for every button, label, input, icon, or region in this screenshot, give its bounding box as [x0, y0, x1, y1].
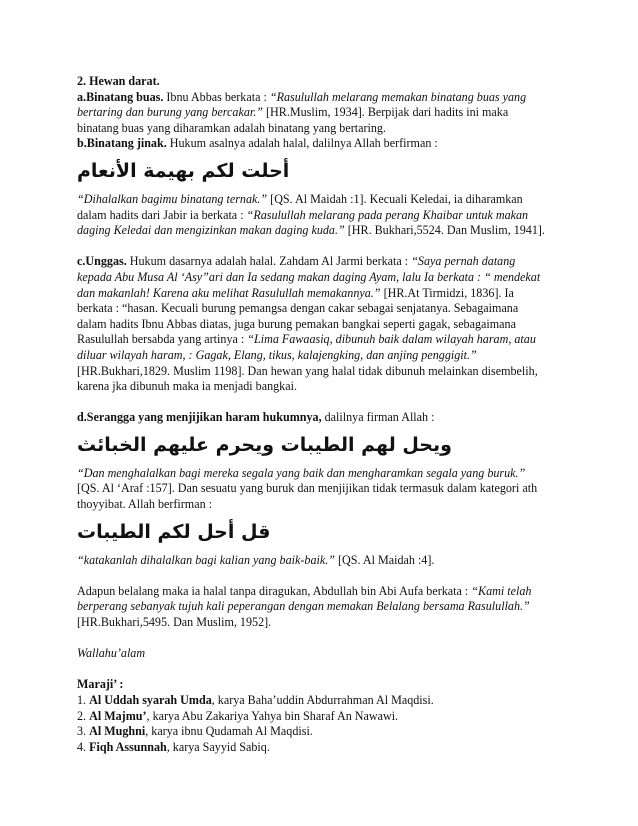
- quote: “Kami telah: [471, 583, 532, 598]
- quote: “Rasulullah melarang memakan binatang buas yang: [269, 89, 527, 104]
- text: Rasulullah bersabda yang artinya :: [77, 332, 248, 347]
- quote: dan makanlah! Karena aku melihat Rasulullah memakannya.”: [77, 285, 381, 300]
- arabic-text: أحلت لكم بهيمة الأنعام: [77, 159, 290, 182]
- text: [QS. Al Maidah :4].: [334, 552, 435, 567]
- paragraph-d-line-1: [77, 410, 563, 426]
- reference-item: [77, 693, 563, 709]
- quote: “Rasulullah melarang pada perang Khaibar untuk makan: [246, 207, 529, 222]
- paragraph-c-line-2: kepada Abu Musa Al ‘Asy”ari dan Ia sedang makan daging Ayam, lalu Ia berkata : “ mendekat: [77, 269, 541, 284]
- ref-number: 2.: [77, 708, 90, 723]
- paragraph-c-line-7: diluar wilayah haram, : Gagak, Elang, tikus, kalajengking, dan anjing penggigit.”: [77, 347, 477, 362]
- paragraph-c-line-3: [77, 286, 563, 302]
- ref-title: Al Majmu’: [89, 708, 147, 723]
- paragraph-c-line-6: [77, 332, 563, 348]
- text: [HR.At Tirmidzi, 1836]. Ia: [380, 285, 514, 300]
- arabic-verse-3: [77, 517, 563, 547]
- paragraph-a-line-3: binatang buas yang diharamkan adalah binatang yang bertaring.: [77, 120, 386, 135]
- ref-author: , karya Baha’uddin Abdurrahman Al Maqdisi.: [211, 693, 434, 707]
- text: Hukum asalnya adalah halal, dalilnya Allah berfirman :: [166, 136, 438, 151]
- paragraph-f-line-1: [77, 584, 563, 600]
- arabic-text: قل أحل لكم الطيبات: [77, 520, 271, 543]
- text: Hukum dasarnya adalah halal. Zahdam Al Jarmi berkata :: [126, 254, 412, 269]
- paragraph-a-line-1: [77, 90, 563, 106]
- paragraph-d2-line-2: [QS. Al ‘Araf :157]. Dan sesuatu yang buruk dan menjijikan tidak termasuk dalam kategori ath: [77, 481, 538, 496]
- paragraph-b2-line-3: [77, 223, 563, 239]
- ref-title: Al Uddah syarah Umda: [89, 693, 212, 707]
- quote: “Dihalalkan bagimu binatang ternak.”: [77, 191, 268, 206]
- closing-wallahualam: Wallahu’alam: [77, 646, 146, 661]
- text: [QS. Al Maidah :1]. Kecuali Keledai, ia diharamkan: [267, 191, 523, 206]
- paragraph-c-line-4: berkata : “hasan. Kecuali burung pemangsa dengan cakar sebagai senjatanya. Sebagaimana: [77, 301, 519, 316]
- quote: “Lima Fawaasiq, dibunuh baik dalam wilayah haram, atau: [247, 332, 536, 347]
- text: [HR.Muslim, 1934]. Berpijak dari hadits ini maka: [263, 105, 509, 120]
- ref-number: 4.: [77, 739, 90, 754]
- paragraph-b-line-1: [77, 136, 563, 152]
- paragraph-b2-line-1: [77, 192, 563, 208]
- arabic-verse-1: [77, 156, 563, 186]
- paragraph-b2-line-2: [77, 208, 563, 224]
- label-binatang-buas: a.Binatang buas.: [77, 89, 164, 104]
- text: dalam hadits dari Jabir ia berkata :: [77, 207, 247, 222]
- ref-author: , karya Abu Zakariya Yahya bin Sharaf An Nawawi.: [146, 708, 399, 723]
- section-heading: 2. Hewan darat.: [77, 74, 160, 88]
- quote: “katakanlah dihalalkan bagi kalian yang baik-baik.”: [77, 552, 335, 567]
- reference-item: [77, 740, 563, 756]
- text: Ibnu Abbas berkata :: [163, 89, 270, 104]
- paragraph-a-line-2: [77, 105, 563, 121]
- document-page: [77, 74, 563, 755]
- paragraph-d2-line-1: “Dan menghalalkan bagi mereka segala yang baik dan mengharamkan segala yang buruk.”: [77, 465, 526, 480]
- text: [HR. Bukhari,5524. Dan Muslim, 1941].: [344, 223, 545, 238]
- ref-author: , karya ibnu Qudamah Al Maqdisi.: [145, 724, 313, 739]
- ref-number: 1.: [77, 693, 90, 707]
- paragraph-c-line-9: karena jka dibunuh maka ia menjadi bangkai.: [77, 379, 297, 394]
- text: Adapun belalang maka ia halal tanpa diragukan, Abdullah bin Abi Aufa berkata :: [77, 583, 472, 598]
- ref-number: 3.: [77, 724, 90, 739]
- arabic-text: ويحل لهم الطيبات ويحرم عليهم الخبائث: [77, 433, 452, 456]
- reference-item: [77, 724, 563, 740]
- label-binatang-jinak: b.Binatang jinak.: [77, 136, 167, 151]
- ref-author: , karya Sayyid Sabiq.: [166, 739, 270, 754]
- paragraph-c-line-1: [77, 254, 563, 270]
- ref-title: Al Mughni: [89, 724, 146, 739]
- paragraph-c-line-5: dalam hadits Ibnu Abbas diatas, juga burung pemakan bangkai seperti gagak, sebagaimana: [77, 316, 516, 331]
- quote: bertaring dan burung yang bercakar.”: [77, 105, 263, 120]
- paragraph-c-line-8: [HR.Bukhari,1829. Muslim 1198]. Dan hewan yang halal tidak dibunuh melainkan disembelih,: [77, 363, 538, 378]
- text: dalilnya firman Allah :: [321, 410, 435, 425]
- label-unggas: c.Unggas.: [77, 254, 127, 269]
- paragraph-f-line-2: berperang sebanyak tujuh kali peperangan dengan memakan Belalang bersama Rasulullah.”: [77, 599, 530, 614]
- paragraph-d2-line-3: thoyyibat. Allah berfirman :: [77, 497, 213, 512]
- quote: daging Keledai dan mengizinkan makan daging kuda.”: [77, 223, 345, 238]
- ref-title: Fiqh Assunnah: [89, 739, 167, 754]
- reference-item: [77, 709, 563, 725]
- arabic-verse-2: [77, 430, 563, 460]
- paragraph-e-line-1: [77, 553, 563, 569]
- quote: “Saya pernah datang: [411, 254, 516, 269]
- paragraph-f-line-3: [HR.Bukhari,5495. Dan Muslim, 1952].: [77, 615, 272, 630]
- label-serangga: d.Serangga yang menjijikan haram hukumnya,: [77, 410, 322, 425]
- references-heading: Maraji’ :: [77, 677, 124, 692]
